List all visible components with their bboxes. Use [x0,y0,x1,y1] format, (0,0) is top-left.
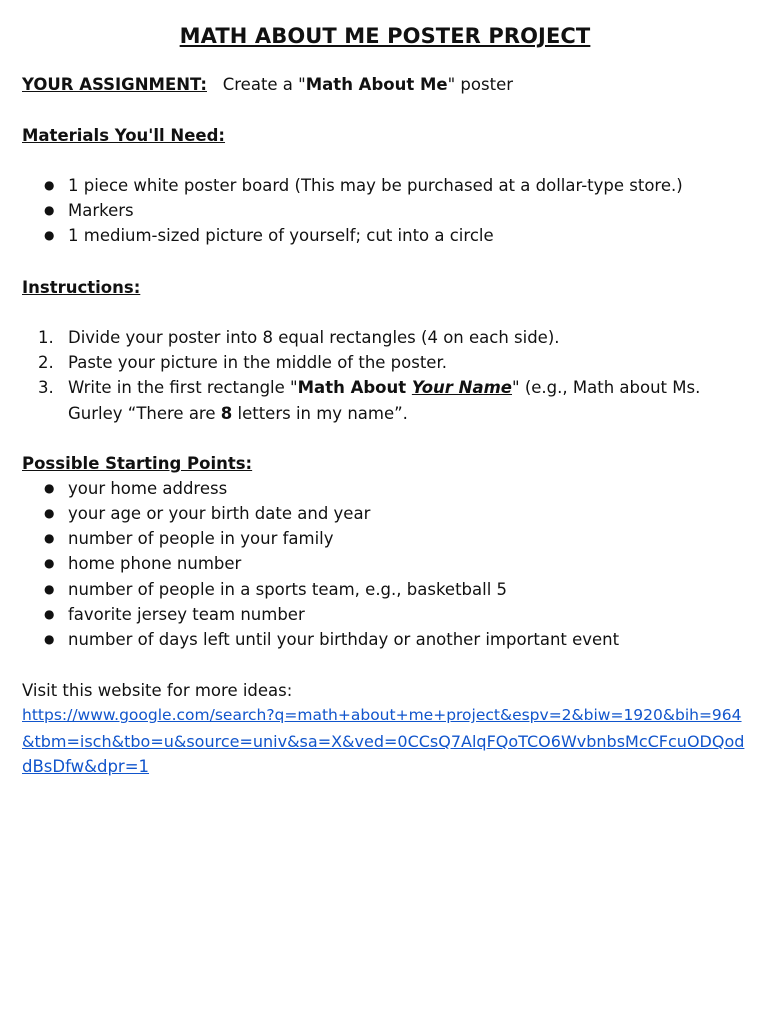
list-item [44,630,619,649]
starting-point-item: home phone number [68,554,242,573]
bullet-icon: ● [44,632,55,646]
bullet-icon: ● [44,607,55,621]
bullet-icon: ● [44,203,55,217]
assignment-label: YOUR ASSIGNMENT: [22,75,207,94]
instruction-bold: Math About [297,378,412,397]
instruction-number: 3. [38,378,54,397]
list-item [44,554,241,573]
list-item [44,605,305,624]
bullet-icon: ● [44,178,55,192]
website-link-line-2[interactable]: &tbm=isch&tbo=u&source=univ&sa=X&ved=0CCsQ7AlqFQoTCO6WvbnbsMcCFcuODQod [22,732,745,751]
website-intro: Visit this website for more ideas: [22,681,293,700]
website-link-line-3[interactable]: dBsDfw&dpr=1 [22,757,150,776]
starting-points-heading: Possible Starting Points: [22,454,253,473]
materials-item: 1 piece white poster board (This may be purchased at a dollar-type store.) [68,176,683,195]
list-item [44,201,134,220]
assignment-text-after: " poster [447,75,513,94]
starting-point-item: number of people in your family [68,529,334,548]
instruction-bold-underlined: Your Name [411,378,512,397]
bullet-icon: ● [44,582,55,596]
assignment-line [22,75,513,94]
starting-point-item: your age or your birth date and year [68,504,371,523]
list-item [44,176,683,195]
bullet-icon: ● [44,556,55,570]
starting-point-item: number of people in a sports team, e.g., basketball 5 [68,580,508,599]
list-item [44,529,334,548]
page-title: MATH ABOUT ME POSTER PROJECT [179,24,591,48]
website-link-line-1[interactable]: https://www.google.com/search?q=math+about+me+project&espv=2&biw=1920&bih=964 [22,706,742,724]
instructions-heading: Instructions: [22,278,141,297]
list-item [38,328,560,347]
materials-heading: Materials You'll Need: [22,126,226,145]
list-item [44,580,507,599]
instruction-text: Divide your poster into 8 equal rectangles (4 on each side). [68,328,560,347]
assignment-bold-text: Math About Me [305,75,448,94]
materials-item: 1 medium-sized picture of yourself; cut into a circle [68,226,494,245]
starting-point-item: your home address [68,479,228,498]
list-item [44,504,370,523]
list-item [38,353,447,372]
instruction-text: Paste your picture in the middle of the poster. [68,353,447,372]
instruction-bold: 8 [220,404,233,423]
assignment-text-before: Create a " [222,75,306,94]
bullet-icon: ● [44,481,55,495]
instruction-text: Gurley “There are [68,404,221,423]
instruction-continuation [68,404,408,423]
instruction-number: 2. [38,353,54,372]
list-item [44,479,227,498]
list-item [38,378,700,397]
materials-item: Markers [68,201,134,220]
bullet-icon: ● [44,531,55,545]
bullet-icon: ● [44,228,55,242]
instruction-text: Write in the first rectangle " [68,378,298,397]
list-item [44,226,494,245]
bullet-icon: ● [44,506,55,520]
starting-point-item: number of days left until your birthday or another important event [68,630,620,649]
starting-point-item: favorite jersey team number [68,605,305,624]
instruction-number: 1. [38,328,54,347]
instruction-text: letters in my name”. [232,404,408,423]
instruction-text: " (e.g., Math about Ms. [512,378,701,397]
